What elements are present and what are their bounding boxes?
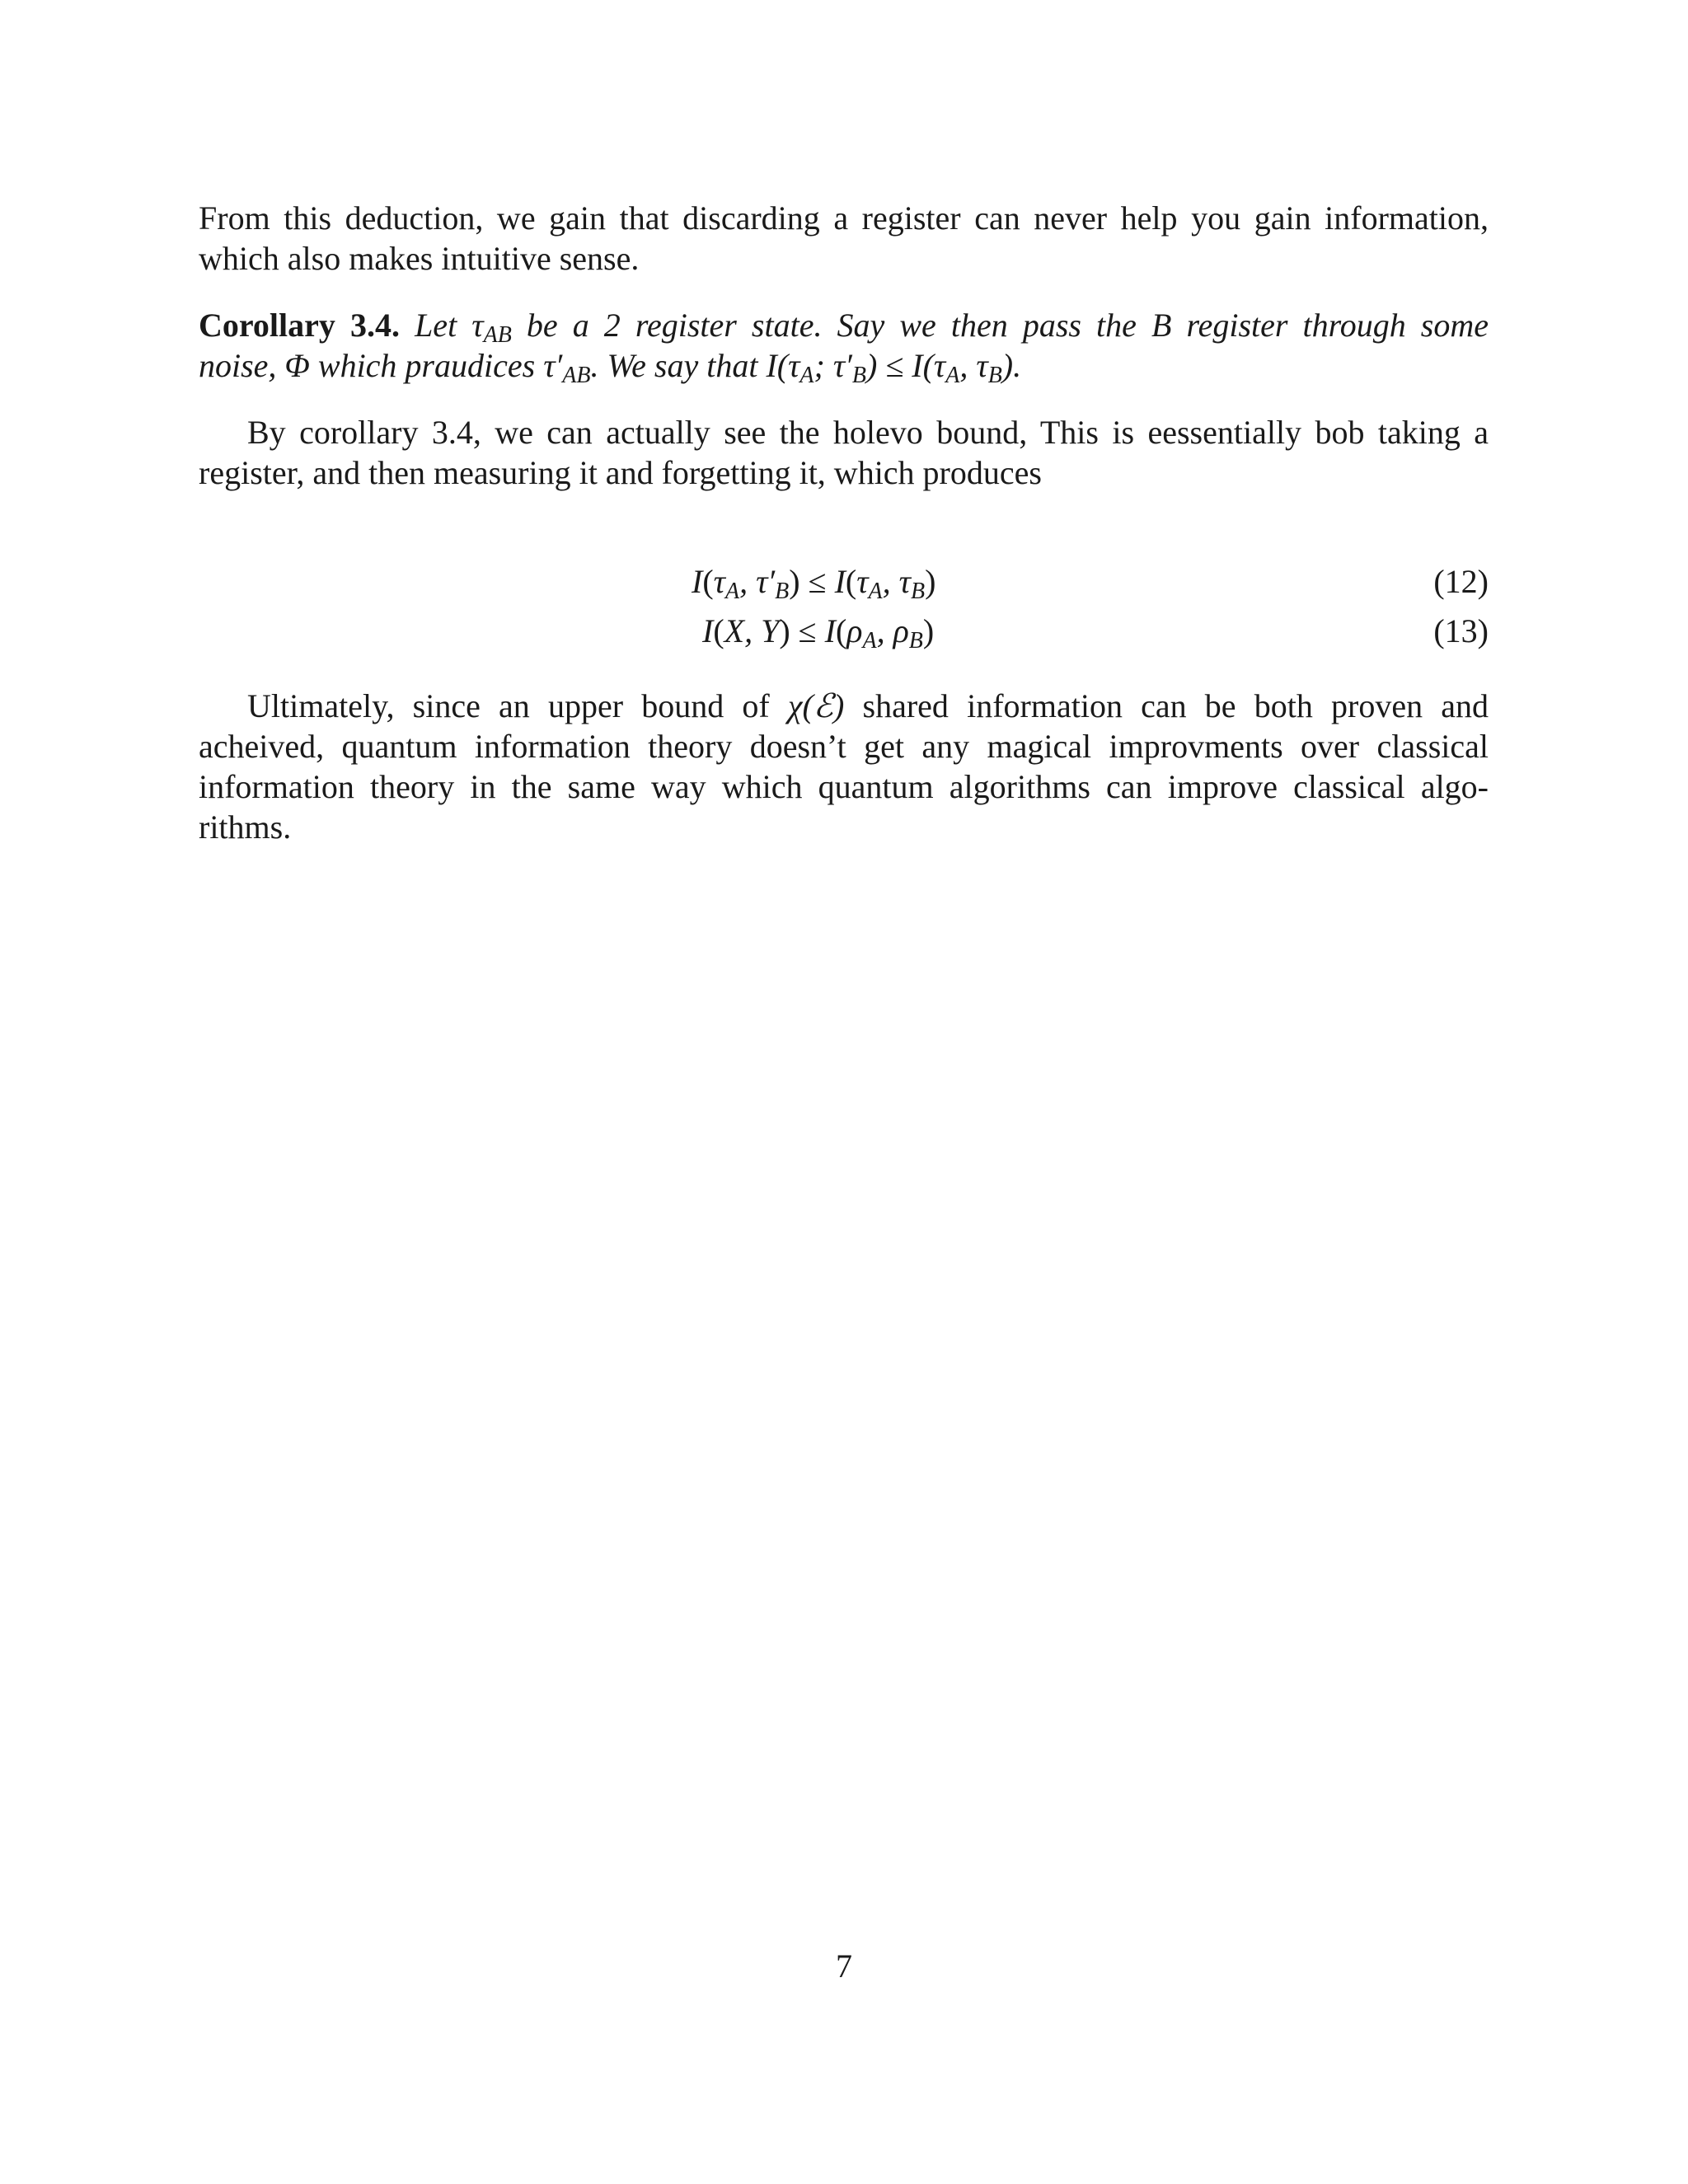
equation-12-body: $I(\tau_A$, $\tau'_B) \le I(\tau_A$, $\tau_B$) xyxy=(692,563,936,604)
corollary-3-4 xyxy=(199,305,1489,386)
text-line: Corollary 3.4. Let $\tau_{AB}$ be a 2 register state. Say we then pass the B register through some xyxy=(199,307,1489,348)
text-line: noise, Φ which praudices $\tau'_{AB}$. We say that $I(\tau_A$; $\tau'_B) \le I(\tau_A$, $\tau_B$). xyxy=(199,347,1022,388)
equation-number: (12) xyxy=(1433,563,1489,600)
paragraph-holevo-bound xyxy=(199,412,1489,493)
equation-number: (13) xyxy=(1433,612,1489,649)
corollary-label: Corollary 3.4. xyxy=(199,307,400,344)
equation-13-body: I(X, $Y) \le I(\rho_A$, $\rho_B$) xyxy=(702,612,935,654)
math-tau-ab: $\tau_{AB}$ xyxy=(471,307,512,348)
text-line: By corollary 3.4, we can actually see the holevo bound, This is eessentially bob taking a xyxy=(247,414,1489,451)
page-number: 7 xyxy=(836,1947,852,1985)
text-line: which also makes intuitive sense. xyxy=(199,240,640,277)
paragraph-discarding-register xyxy=(199,198,1489,279)
equation-12 xyxy=(199,562,1489,605)
text-line: From this deduction, we gain that discarding a register can never help you gain information, xyxy=(199,199,1489,237)
equation-13 xyxy=(199,612,1489,654)
math-corollary-inequality: $I(\tau_A$; $\tau'_B) \le I(\tau_A$, $\tau_B$). xyxy=(766,347,1022,388)
math-tau-prime-ab: $\tau'_{AB}$ xyxy=(543,347,591,388)
paragraph-conclusion xyxy=(199,686,1489,847)
text-line: Ultimately, since an upper bound of χ(ℰ) shared information can be both proven and xyxy=(247,687,1489,724)
text-line: rithms. xyxy=(199,808,292,846)
text-line: information theory in the same way which quantum algorithms can improve classical algo- xyxy=(199,768,1489,805)
math-chi-e: χ(ℰ) xyxy=(787,687,845,724)
text-line: register, and then measuring it and forgetting it, which produces xyxy=(199,454,1042,491)
text-line: acheived, quantum information theory doesn’t get any magical improvments over classical xyxy=(199,728,1489,765)
